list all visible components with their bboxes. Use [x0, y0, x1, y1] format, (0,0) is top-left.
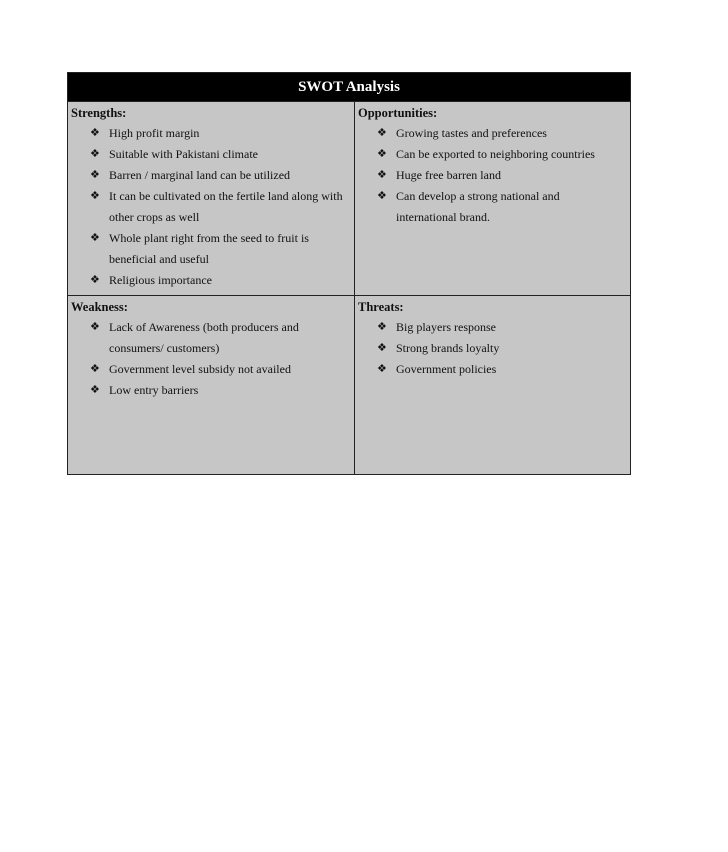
- list-item-text: Strong brands loyalty: [396, 341, 500, 355]
- list-item-text: Can develop a strong national and: [396, 189, 560, 203]
- diamond-bullet-icon: ❖: [90, 321, 100, 333]
- list-item: [355, 186, 630, 207]
- diamond-bullet-icon: ❖: [90, 363, 100, 375]
- list-item-text: Whole plant right from the seed to fruit is: [109, 231, 309, 245]
- list-item: [68, 380, 354, 401]
- list-item-text: It can be cultivated on the fertile land along with: [109, 189, 343, 203]
- diamond-bullet-icon: ❖: [377, 363, 387, 375]
- opportunities-heading: Opportunities:: [358, 106, 438, 120]
- list-item-continuation: [68, 338, 354, 359]
- swot-row-top: [68, 102, 630, 295]
- strengths-list: [68, 123, 354, 291]
- list-item-text: other crops as well: [109, 210, 200, 224]
- weakness-list: [68, 317, 354, 401]
- diamond-bullet-icon: ❖: [90, 148, 100, 160]
- list-item: [68, 317, 354, 338]
- list-item-text: Lack of Awareness (both producers and: [109, 320, 299, 334]
- diamond-bullet-icon: ❖: [90, 190, 100, 202]
- list-item-text: Suitable with Pakistani climate: [109, 147, 258, 161]
- diamond-bullet-icon: ❖: [377, 321, 387, 333]
- list-item-text: Huge free barren land: [396, 168, 501, 182]
- list-item: [355, 165, 630, 186]
- list-item-text: Government policies: [396, 362, 497, 376]
- list-item-text: Big players response: [396, 320, 496, 334]
- list-item-text: Religious importance: [109, 273, 212, 287]
- list-item-text: Growing tastes and preferences: [396, 126, 547, 140]
- list-item-text: beneficial and useful: [109, 252, 209, 266]
- weakness-cell: [68, 296, 355, 474]
- list-item: [68, 270, 354, 291]
- list-item: [68, 359, 354, 380]
- diamond-bullet-icon: ❖: [377, 190, 387, 202]
- diamond-bullet-icon: ❖: [90, 274, 100, 286]
- list-item: [68, 186, 354, 207]
- diamond-bullet-icon: ❖: [90, 127, 100, 139]
- diamond-bullet-icon: ❖: [377, 169, 387, 181]
- list-item-text: Government level subsidy not availed: [109, 362, 291, 376]
- diamond-bullet-icon: ❖: [90, 232, 100, 244]
- swot-row-bottom: [68, 295, 630, 474]
- strengths-heading: Strengths:: [71, 106, 127, 120]
- strengths-cell: [68, 102, 355, 295]
- diamond-bullet-icon: ❖: [90, 384, 100, 396]
- diamond-bullet-icon: ❖: [377, 148, 387, 160]
- table-title: SWOT Analysis: [68, 73, 630, 102]
- opportunities-cell: [355, 102, 630, 295]
- weakness-heading: Weakness:: [71, 300, 128, 314]
- list-item: [68, 228, 354, 249]
- list-item: [68, 144, 354, 165]
- list-item-text: High profit margin: [109, 126, 200, 140]
- diamond-bullet-icon: ❖: [377, 342, 387, 354]
- threats-cell: [355, 296, 630, 474]
- list-item: [68, 165, 354, 186]
- list-item: [68, 123, 354, 144]
- threats-list: [355, 317, 630, 380]
- list-item-text: Low entry barriers: [109, 383, 199, 397]
- diamond-bullet-icon: ❖: [90, 169, 100, 181]
- list-item: [355, 144, 630, 165]
- list-item: [355, 359, 630, 380]
- list-item: [355, 338, 630, 359]
- list-item-text: Barren / marginal land can be utilized: [109, 168, 291, 182]
- list-item-text: international brand.: [396, 210, 490, 224]
- list-item: [355, 123, 630, 144]
- swot-table: [67, 72, 631, 475]
- list-item-text: Can be exported to neighboring countries: [396, 147, 595, 161]
- list-item-continuation: [355, 207, 630, 228]
- opportunities-list: [355, 123, 630, 228]
- list-item: [355, 317, 630, 338]
- list-item-text: consumers/ customers): [109, 341, 220, 355]
- threats-heading: Threats:: [358, 300, 404, 314]
- diamond-bullet-icon: ❖: [377, 127, 387, 139]
- list-item-continuation: [68, 249, 354, 270]
- list-item-continuation: [68, 207, 354, 228]
